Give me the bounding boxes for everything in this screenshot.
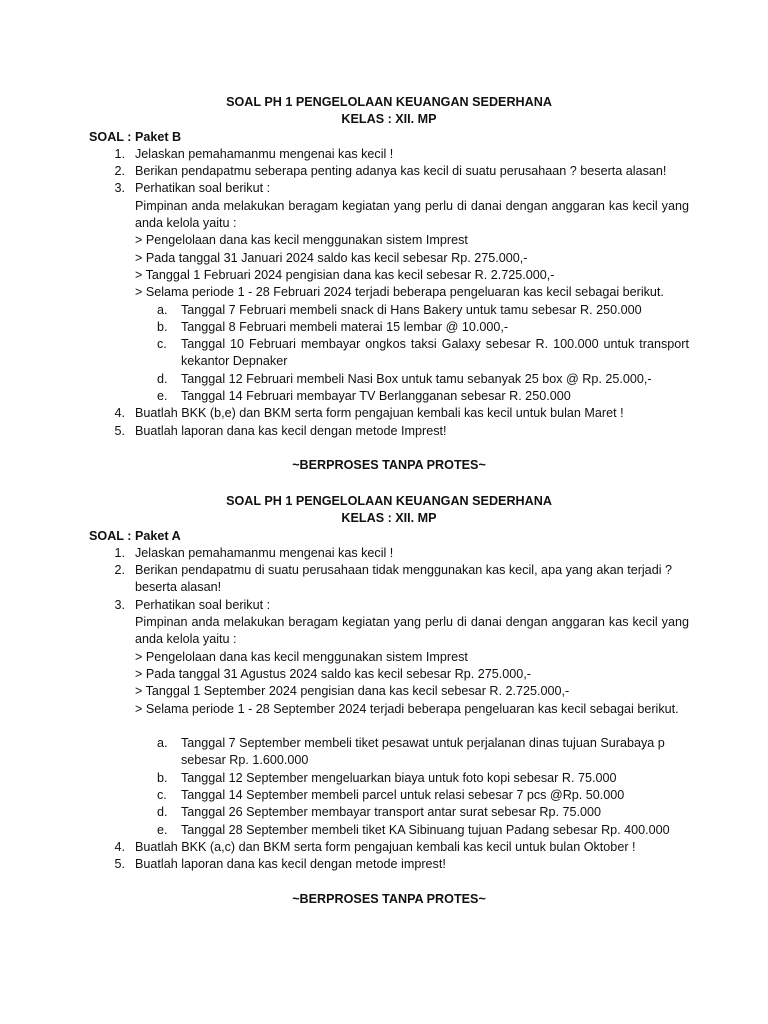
question-number: 5 .: [111, 423, 125, 440]
transaction-text: Tanggal 26 September membayar transport antar surat sebesar Rp. 75.000: [181, 805, 602, 820]
info-line: > Pengelolaan dana kas kecil menggunakan sistem Imprest: [135, 233, 468, 248]
question-text: Jelaskan pemahamanmu mengenai kas kecil !: [135, 545, 394, 560]
question-number: 4 .: [111, 839, 125, 856]
question-number: 3 .: [111, 597, 125, 614]
transaction-text: Tanggal 12 Februari membeli Nasi Box untuk tamu sebanyak 25 box @ Rp. 25.000,-: [181, 371, 652, 386]
question-text: Buatlah laporan dana kas kecil dengan metode imprest!: [135, 857, 446, 872]
transaction-text: Tanggal 7 Februari membeli snack di Hans Bakery untuk tamu sebesar R. 250.000: [181, 302, 642, 317]
question-item: [89, 146, 689, 163]
closing-motto: ~BERPROSES TANPA PROTES~: [292, 891, 486, 906]
transaction-text: Tanggal 12 September mengeluarkan biaya untuk foto kopi sebesar R. 75.000: [181, 770, 617, 785]
question-number: 3 .: [111, 180, 125, 197]
info-line: > Tanggal 1 September 2024 pengisian dana kas kecil sebesar R. 2.725.000,-: [135, 684, 570, 699]
question-number: 5 .: [111, 856, 125, 873]
transaction-list: [135, 302, 689, 406]
transaction-text: Tanggal 14 Februari membayar TV Berlangganan sebesar R. 250.000: [181, 389, 571, 404]
question-number: 2 .: [111, 163, 125, 180]
transaction-item: [135, 804, 689, 821]
transaction-text: Tanggal 7 September membeli tiket pesawat untuk perjalanan dinas tujuan Surabaya p sebesar Rp. 1.600.000: [181, 736, 665, 768]
transaction-item: [135, 770, 689, 787]
transaction-item: [135, 735, 689, 770]
question-number: 1 .: [111, 146, 125, 163]
closing-motto: ~BERPROSES TANPA PROTES~: [292, 458, 486, 473]
question-text: Buatlah BKK (b,e) dan BKM serta form pengajuan kembali kas kecil untuk bulan Maret !: [135, 406, 624, 421]
info-line: > Pengelolaan dana kas kecil menggunakan sistem Imprest: [135, 649, 468, 664]
question-list: [89, 146, 689, 440]
question-number: 4 .: [111, 405, 125, 422]
question-item: [89, 562, 689, 597]
item-letter: e .: [157, 388, 168, 405]
class-label: KELAS : XII. MP: [341, 511, 437, 526]
transaction-text: Tanggal 10 Februari membayar ongkos taksi Galaxy sebesar R. 100.000 untuk transport kekantor Depnaker: [181, 337, 689, 369]
document-title: SOAL PH 1 PENGELOLAAN KEUANGAN SEDERHANA: [226, 494, 552, 508]
question-text: Berikan pendapatmu di suatu perusahaan tidak menggunakan kas kecil, apa yang akan terjadi ? beserta alasan!: [135, 563, 672, 595]
document-title: SOAL PH 1 PENGELOLAAN KEUANGAN SEDERHANA: [226, 95, 552, 109]
section-paket-b: [89, 94, 689, 475]
info-line: > Pada tanggal 31 Agustus 2024 saldo kas kecil sebesar Rp. 275.000,-: [135, 666, 531, 681]
soal-label: SOAL : Paket A: [89, 528, 181, 543]
item-letter: c .: [157, 787, 167, 804]
question-item: [89, 180, 689, 405]
info-line: > Tanggal 1 Februari 2024 pengisian dana kas kecil sebesar R. 2.725.000,-: [135, 267, 555, 282]
question-item: [89, 545, 689, 562]
section-paket-a: [89, 493, 689, 908]
question-text: Berikan pendapatmu seberapa penting adanya kas kecil di suatu perusahaan ? beserta alasan!: [135, 164, 667, 179]
question-item: [89, 163, 689, 180]
transaction-item: [135, 388, 689, 405]
question-item: [89, 423, 689, 440]
question-number: 1 .: [111, 545, 125, 562]
transaction-item: [135, 371, 689, 388]
item-letter: b .: [157, 770, 168, 787]
question-item: [89, 856, 689, 873]
item-letter: a .: [157, 302, 168, 319]
soal-label: SOAL : Paket B: [89, 129, 182, 144]
question-text: Perhatikan soal berikut :: [135, 597, 271, 612]
class-label: KELAS : XII. MP: [341, 112, 437, 127]
transaction-text: Tanggal 28 September membeli tiket KA Sibinuang tujuan Padang sebesar Rp. 400.000: [181, 822, 670, 837]
item-letter: c .: [157, 336, 167, 353]
question-list: [89, 545, 689, 874]
info-line: > Selama periode 1 - 28 Februari 2024 terjadi beberapa pengeluaran kas kecil sebagai berikut.: [135, 285, 664, 300]
info-line: > Selama periode 1 - 28 September 2024 terjadi beberapa pengeluaran kas kecil sebagai berikut.: [135, 701, 679, 716]
transaction-item: [135, 787, 689, 804]
transaction-list: [135, 735, 689, 839]
item-letter: a .: [157, 735, 168, 752]
question-text: Buatlah laporan dana kas kecil dengan metode Imprest!: [135, 423, 447, 438]
transaction-item: [135, 302, 689, 319]
question-description: Pimpinan anda melakukan beragam kegiatan yang perlu di danai dengan anggaran kas kecil yang anda kelola yaitu :: [135, 615, 689, 647]
item-letter: e .: [157, 822, 168, 839]
info-line: > Pada tanggal 31 Januari 2024 saldo kas kecil sebesar Rp. 275.000,-: [135, 250, 528, 265]
item-letter: d .: [157, 371, 168, 388]
question-item: [89, 597, 689, 839]
transaction-text: Tanggal 8 Februari membeli materai 15 lembar @ 10.000,-: [181, 319, 509, 334]
question-item: [89, 839, 689, 856]
question-description: Pimpinan anda melakukan beragam kegiatan yang perlu di danai dengan anggaran kas kecil yang anda kelola yaitu :: [135, 198, 689, 231]
item-letter: b .: [157, 319, 168, 336]
transaction-text: Tanggal 14 September membeli parcel untuk relasi sebesar 7 pcs @Rp. 50.000: [181, 788, 625, 803]
transaction-item: [135, 822, 689, 839]
question-item: [89, 405, 689, 422]
question-text: Perhatikan soal berikut :: [135, 181, 271, 196]
question-text: Jelaskan pemahamanmu mengenai kas kecil !: [135, 146, 394, 161]
question-text: Buatlah BKK (a,c) dan BKM serta form pengajuan kembali kas kecil untuk bulan Oktober !: [135, 839, 636, 854]
question-number: 2 .: [111, 562, 125, 579]
item-letter: d .: [157, 804, 168, 821]
transaction-item: [135, 319, 689, 336]
transaction-item: [135, 336, 689, 371]
